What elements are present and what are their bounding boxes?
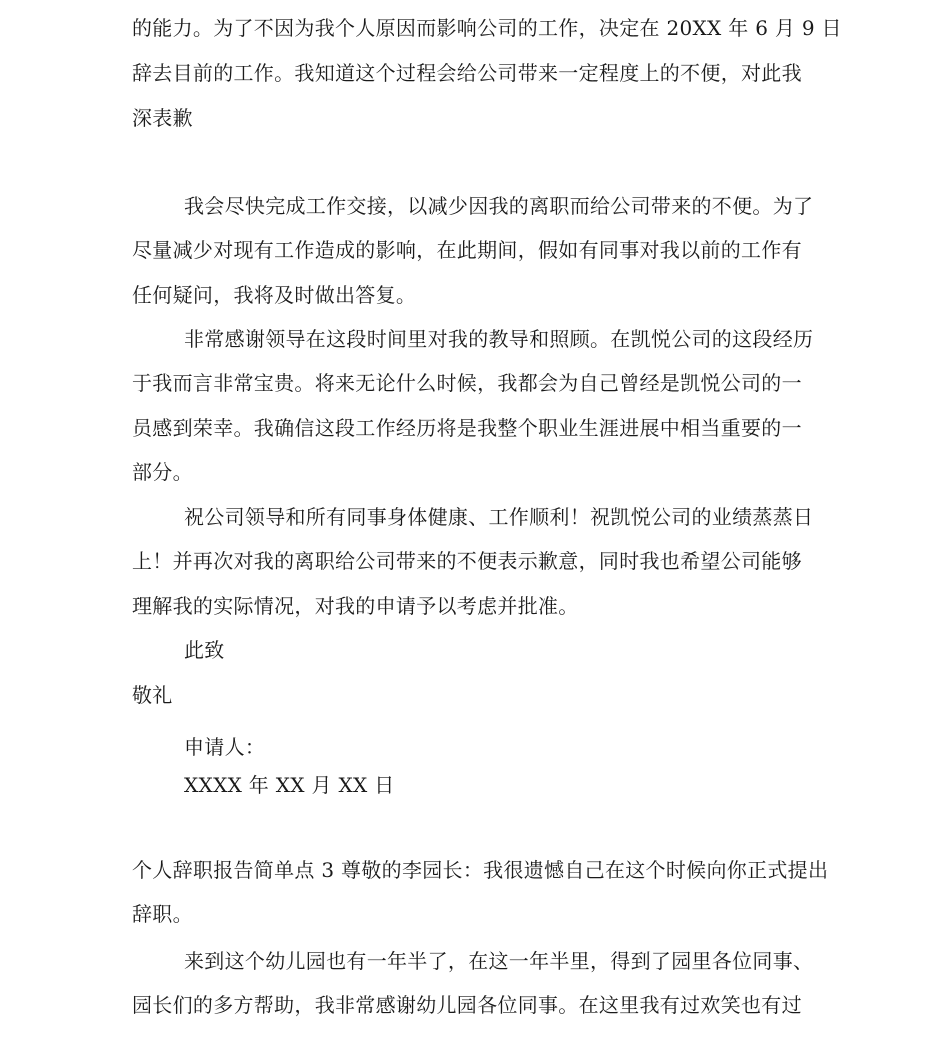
paragraph-2-line-2: 尽量减少对现有工作造成的影响，在此期间，假如有同事对我以前的工作有 <box>132 238 802 262</box>
paragraph-1-line-2: 辞去目前的工作。我知道这个过程会给公司带来一定程度上的不便，对此我 <box>132 61 802 85</box>
paragraph-6-line-1: 来到这个幼儿园也有一年半了，在这一年半里，得到了园里各位同事、 <box>184 949 814 973</box>
paragraph-4-line-1: 祝公司领导和所有同事身体健康、工作顺利！祝凯悦公司的业绩蒸蒸日 <box>184 505 814 529</box>
paragraph-2-line-1: 我会尽快完成工作交接，以减少因我的离职而给公司带来的不便。为了 <box>184 194 814 218</box>
paragraph-5-line-2: 辞职。 <box>132 902 193 926</box>
date-line: XXXX 年 XX 月 XX 日 <box>184 773 395 797</box>
applicant-label: 申请人： <box>184 735 266 759</box>
paragraph-3-line-2: 于我而言非常宝贵。将来无论什么时候，我都会为自己曾经是凯悦公司的一 <box>132 371 802 395</box>
paragraph-4-line-2: 上！并再次对我的离职给公司带来的不便表示歉意，同时我也希望公司能够 <box>132 549 802 573</box>
closing-regards: 敬礼 <box>132 683 173 707</box>
paragraph-3-line-3: 员感到荣幸。我确信这段工作经历将是我整个职业生涯进展中相当重要的一 <box>132 416 802 440</box>
paragraph-3-line-1: 非常感谢领导在这段时间里对我的教导和照顾。在凯悦公司的这段经历 <box>184 327 814 351</box>
paragraph-4-line-3: 理解我的实际情况，对我的申请予以考虑并批准。 <box>132 594 579 618</box>
closing-salutation: 此致 <box>184 638 225 662</box>
paragraph-2-line-3: 任何疑问，我将及时做出答复。 <box>132 283 417 307</box>
paragraph-6-line-2: 园长们的多方帮助，我非常感谢幼儿园各位同事。在这里我有过欢笑也有过 <box>132 993 802 1017</box>
paragraph-3-line-4: 部分。 <box>132 460 193 484</box>
paragraph-5-line-1: 个人辞职报告简单点 3 尊敬的李园长：我很遗憾自己在这个时候向你正式提出 <box>132 858 829 882</box>
paragraph-1-line-3: 深表歉 <box>132 106 193 130</box>
paragraph-1-line-1: 的能力。为了不因为我个人原因而影响公司的工作，决定在 20XX 年 6 月 9 日 <box>132 16 842 40</box>
